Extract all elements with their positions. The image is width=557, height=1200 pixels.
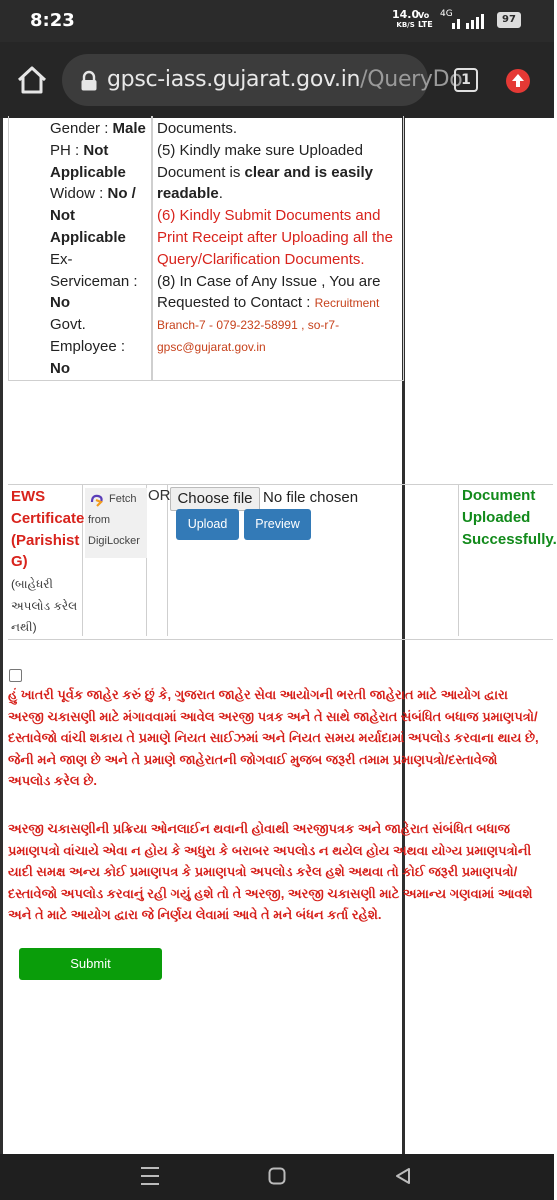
- back-nav-icon[interactable]: [394, 1167, 412, 1185]
- instruction-8: (8) In Case of Any Issue , You are Requested to Contact : Recruitment Branch-7 - 079-232-58991 , so-r7-gpsc@gujarat.gov.in: [157, 272, 381, 354]
- declaration-paragraph-1: હું ખાતરી પૂર્વક જાહેર કરું છું કે, ગુજરાત જાહેર સેવા આયોગની ભરતી જાહેરાત માટે આયોગ દ્વારા અરજી ચકાસણી માટે મંગાવવામાં આવેલ અરજી પત્રક અને તે સાથે જાહેરાત સંબંધિત બધાજ પ્રમાણપત્રો/દસ્તાવેજો વાંચી શકાય તે પ્રમાણે નિયત સાઈઝમાં અને નિયત સમય મર્યાદામાં અપલોડ કરવાના થાય છે, જેની મને જાણ છે અને તે પ્રમાણે જાહેરાતની જોગવાઈ મુજબ જરૂરી તમામ પ્રમાણપત્રો/દસ્તાવેજો અપલોડ કરેલ છે.: [8, 687, 539, 788]
- instructions-list: [157, 118, 401, 358]
- battery-icon: 97: [497, 12, 521, 28]
- system-navigation-bar: [0, 1154, 554, 1200]
- page-content: [0, 118, 557, 1154]
- declaration-paragraph-2: અરજી ચકાસણીની પ્રક્રિયા ઓનલાઈન થવાની હોવાથી અરજીપત્રક અને જાહેરાત સંબંધિત બધાજ પ્રમાણપત્રો વાંચાયે એવા ન હોય કે અધુરા કે બરાબર અપલોડ ન થયેલ હોય અથવા યોગ્ય પ્રમાણપત્રોની યાદી સમક્ષ અન્ય કોઈ પ્રમાણપત્ર કે પ્રમાણપત્રો અપલોડ કરેલ હશે અથવા તો કોઈ જરૂરી પ્રમાણપત્રો/દસ્તાવેજો અપલોડ કરવાનું રહી ગયું હશે તો તે અરજી, અરજી ચકાસણી માટે અમાન્ય ગણવામાં આવશે અને તે માટે આયોગ દ્વારા જે નિર્ણય લેવામાં આવે તે મને બંધન કર્તા રહેશે.: [8, 821, 533, 922]
- clock: 8:23: [30, 10, 75, 31]
- ews-doc-note: (બાહેધરી અપલોડ કરેલ નથી): [11, 577, 78, 634]
- upload-row-divider: [167, 484, 168, 636]
- govt-employee-row: Govt. Employee : No: [50, 316, 126, 377]
- contact-info: Recruitment Branch-7 - 079-232-58991 , so-r7-gpsc@gujarat.gov.in: [157, 296, 380, 354]
- choose-file-button[interactable]: Choose file: [170, 487, 260, 511]
- volte-indicator: Vo LTE: [418, 11, 433, 29]
- upload-row-divider: [458, 484, 459, 636]
- widow-row: Widow : No / Not Applicable: [50, 185, 136, 246]
- upload-status: Document Uploaded Successfully.: [462, 487, 557, 548]
- signal-bars-icon: [452, 13, 488, 29]
- url-text: gpsc-iass.gujarat.gov.in/QueryDo: [107, 67, 463, 92]
- lock-icon: [80, 71, 98, 91]
- table-left-border: [0, 118, 3, 1154]
- no-file-label: No file chosen: [263, 489, 359, 506]
- browser-toolbar: [0, 42, 554, 118]
- recent-apps-icon[interactable]: [141, 1166, 159, 1186]
- ex-serviceman-row: Ex-Serviceman : No: [50, 250, 138, 312]
- or-label: OR: [148, 487, 171, 504]
- network-speed: 14.0 KB/S: [392, 8, 420, 29]
- update-icon[interactable]: [506, 69, 530, 93]
- declaration-checkbox[interactable]: [9, 669, 22, 682]
- instruction-line: Documents.: [157, 120, 238, 137]
- upload-button[interactable]: Upload: [176, 509, 239, 540]
- address-bar[interactable]: [62, 54, 463, 106]
- instruction-5: (5) Kindly make sure Uploaded Document is clear and is easily readable.: [157, 141, 373, 203]
- submit-button[interactable]: Submit: [19, 948, 162, 980]
- home-icon[interactable]: [16, 64, 48, 96]
- signal-4g-icon: 4G: [440, 9, 453, 19]
- ph-row: PH : Not Applicable: [50, 141, 126, 181]
- tab-switcher-button[interactable]: 1: [454, 68, 478, 92]
- instruction-6: (6) Kindly Submit Documents and Print Receipt after Uploading all the Query/Clarification Documents.: [157, 207, 393, 268]
- status-bar: [0, 0, 554, 42]
- profile-details: [50, 118, 148, 380]
- gender-row: Gender : Male: [50, 120, 146, 137]
- home-nav-icon[interactable]: [268, 1167, 286, 1185]
- preview-button[interactable]: Preview: [244, 509, 311, 540]
- ews-doc-title: EWS Certificate (Parishist G): [11, 488, 85, 571]
- digilocker-fetch-button[interactable]: Fetch from DigiLocker: [85, 488, 147, 558]
